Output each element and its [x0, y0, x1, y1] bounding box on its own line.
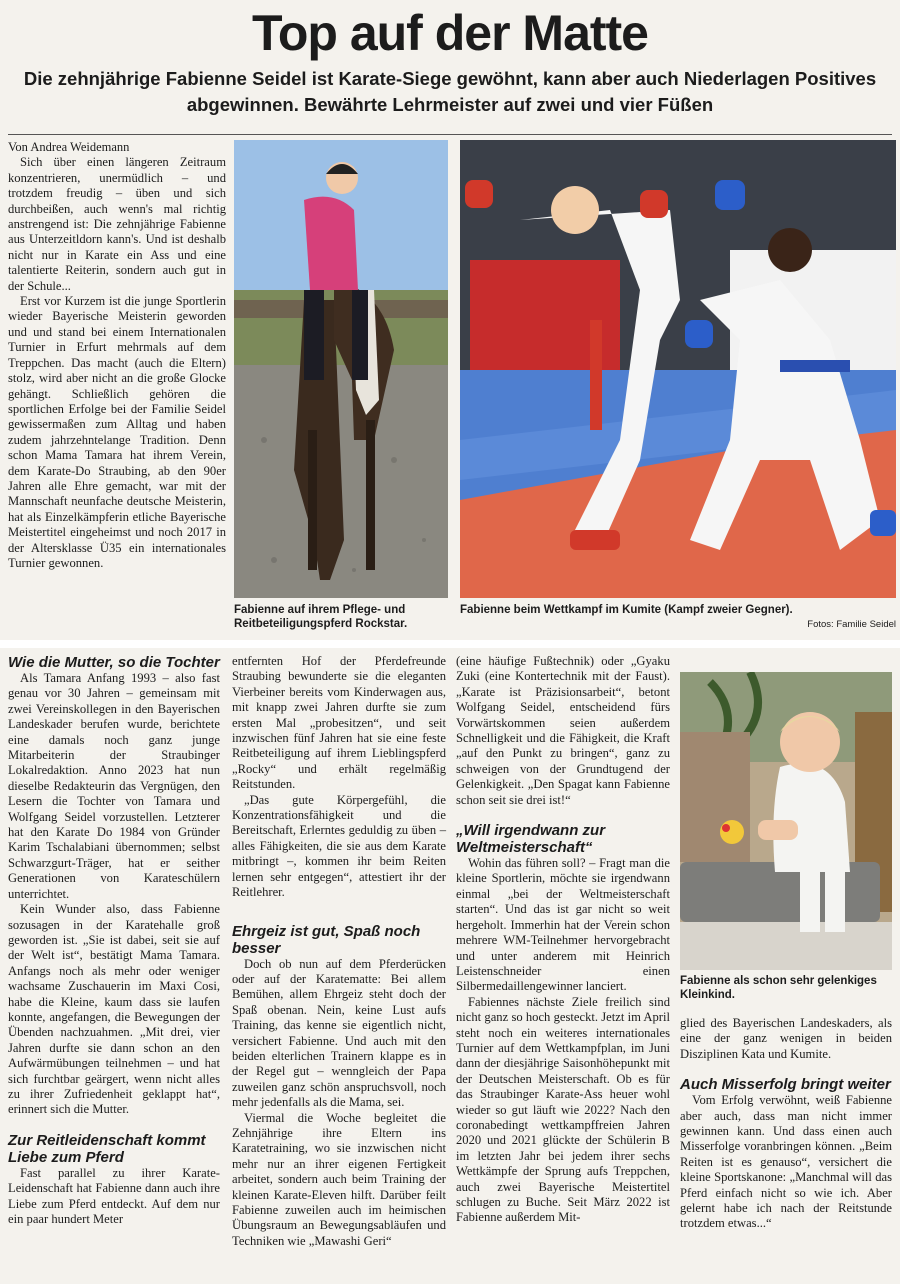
section-heading: Zur Reitleidenschaft kommt Liebe zum Pferd — [8, 1131, 206, 1166]
column-4 — [680, 1016, 892, 1232]
kumite-caption: Fabienne beim Wettkampf im Kumite (Kampf zweier Gegner). — [460, 604, 793, 616]
photo-credit: Fotos: Familie Seidel — [807, 619, 896, 630]
intro-column — [8, 140, 226, 571]
paragraph: Als Tamara Anfang 1993 – also fast genau vor 30 Jahren – gemeinsam mit zwei Vereinskollegen in den Bayerischen Landeskader berufen wurde, berichtete eine damals noch ganz junge Mitarbeiterin der Straubinger Lokalredaktion. Anno 2023 hat nun dieselbe Redakteurin das Vergnügen, den Lesern die Tochter von Tamara und Wolfgang Seidel vorzustellen. Letzterer hat den Karate Do 1984 von Gründer Karim Tschalabiani übernommen; selbst Schwarzgurt-Träger, hat er seither Generationen von Karateschülern unterrichtet. — [8, 671, 220, 901]
horse-caption: Fabienne auf ihrem Pflege- und Reitbeteiligungspferd Rockstar. — [234, 604, 408, 630]
horse-photo — [234, 140, 448, 598]
divider — [8, 134, 892, 135]
subheadline: Die zehnjährige Fabienne Seidel ist Karate-Siege gewöhnt, kann aber auch Niederlagen Positives abgewinnen. Bewährte Lehrmeister auf zwei und vier Füßen — [23, 68, 877, 115]
byline: Von Andrea Weidemann — [8, 140, 130, 154]
paragraph: Doch ob nun auf dem Pferderücken oder auf der Karatematte: Bei allem Bemühen, allem Ehrgeiz steht doch der Spaß obenan. Nein, keine Lust aufs Training, das kenne sie eigentlich nicht, versichert Fabienne. Und auch mit den beiden elterlichen Trainern klappe es in der Regel gut – wenngleich der Papa zuweilen ganz schön anspruchsvoll, noch mehr jedenfalls als die Mama, sei. — [232, 956, 446, 1110]
toddler-caption: Fabienne als schon sehr gelenkiges Kleinkind. — [680, 975, 877, 1001]
paragraph: Fast parallel zu ihrer Karate-Leidenschaft hat Fabienne dann auch ihre Liebe zum Pferd entdeckt. Auf dem nur ein paar hundert Meter — [8, 1165, 220, 1226]
column-3 — [456, 654, 670, 1226]
paragraph: Wohin das führen soll? – Fragt man die kleine Sportlerin, möchte sie irgendwann einmal „bei der Weltmeisterschaft starten“. Und das ist gar nicht so weit hergeholt. Immerhin hat der Verein schon mehrere WM-Teilnehmer hervorgebracht und unter anderem mit Heinrich Leistenschneider einen Silbermedaillengewinner lanciert. — [456, 856, 670, 994]
kumite-photo — [460, 140, 896, 598]
column-1 — [8, 654, 220, 1227]
section-heading: Ehrgeiz ist gut, Spaß noch besser — [232, 922, 421, 957]
paragraph: Vom Erfolg verwöhnt, weiß Fabienne aber auch, dass man nicht immer gewinnen kann. Und dass einen auch Misserfolge voranbringen können. „Beim Reiten ist es genauso“, versichert die kleine Sportskanone: „Manchmal will das Pferd einfach nicht so wie ich. Aber gelernt habe ich nach der Reitstunde trotzdem etwas...“ — [680, 1093, 892, 1231]
paragraph: Viermal die Woche begleitet die Zehnjährige ihre Eltern ins Karatetraining, wo sie inzwischen nicht mehr nur an ihrer eigenen Fertigkeit arbeitet, sondern auch beim Training der kleinen Karate-Eleven hilft. Darüber feilt Fabienne zuweilen auch im heimischen Übungsraum an Bewegungsabläufen und Techniken wie „Mawashi Geri“ — [232, 1110, 446, 1248]
page-gap — [0, 640, 900, 648]
paragraph: Fabiennes nächste Ziele freilich sind nicht ganz so hoch gesteckt. Jetzt im April steht noch ein weiteres internationales Turnier auf dem Wettkampfplan, im Juni dann der diesjährige Saisonhöhepunkt mit der Deutschen Meisterschaft. Ob es für das Straubinger Karate-Ass heuer wohl wieder so gut läuft wie 2022? Nach den coronabedingt wettkampffreien Jahren 2020 und 2021 glückte der Schülerin B im letzten Jahr bei jedem ihrer sechs Wettkämpfe der Sprung aufs Treppchen, auch zwei Bayerische Meistertitel schlugen zu Buche. Seit März 2022 ist Fabienne außerdem Mit- — [456, 994, 670, 1225]
paragraph: entfernten Hof der Pferdefreunde Straubing bewunderte sie die eleganten Vierbeiner bereits vom Kinderwagen aus, mit knapp zwei Jahren durfte sie zum ersten Mal „probesitzen“, und seit inzwischen fünf Jahren hat sie eine feste Reitbeteiligung auf ihrem Lieblingspferd „Rocky“ und erhält regelmäßig Reitstunden. — [232, 654, 446, 792]
section-heading: „Will irgendwann zur Weltmeisterschaft“ — [456, 822, 606, 857]
section-heading: Wie die Mutter, so die Tochter — [8, 654, 220, 671]
paragraph: „Das gute Körpergefühl, die Konzentrationsfähigkeit und die Bereitschaft, Erlerntes geduldig zu üben – alles Fähigkeiten, die sie aus dem Karate mitbringt –, kommen ihr beim Reiten lernen sehr entgegen“, attestiert ihr der Reitlehrer. — [232, 792, 446, 900]
paragraph: Kein Wunder also, dass Fabienne sozusagen in der Karatehalle groß geworden ist. „Sie ist dabei, seit sie auf der Welt ist“, bestätigt Mama Tamara. Anfangs noch als mehr oder weniger wachsame Zuschauerin im Maxi Cosi, habe die Kleine, kaum dass sie laufen konnte, angefangen, die Bewegungen der Übenden nachzuahmen. „Mit drei, vier Jahren durfte sie dann schon an den Aufwärmübungen teilnehmen – und hat sich furchtbar geärgert, wenn nicht alles zu ihrer Zufriedenheit geklappt hat“, erinnert sich die Mutter. — [8, 902, 220, 1117]
paragraph: (eine häufige Fußtechnik) oder „Gyaku Zuki (eine Kontertechnik mit der Faust). „Karate ist Präzisionsarbeit“, betont Wolfgang Seidel, entscheidend fürs Vorwärtskommen seien außerdem Schnelligkeit und die Fähigkeit, die Kraft „auf den Punkt zu bringen“, ganz zu schweigen von der Grundtugend der Gelenkigkeit. „Den Spagat kann Fabienne schon seit sie drei ist!“ — [456, 654, 670, 807]
toddler-photo — [680, 672, 892, 970]
column-2 — [232, 654, 446, 1249]
headline: Top auf der Matte — [252, 5, 648, 61]
section-heading: Auch Misserfolg bringt weiter — [680, 1076, 891, 1094]
paragraph: glied des Bayerischen Landeskaders, als eine der ganz wenigen in beiden Disziplinen Kata und Kumite. — [680, 1016, 892, 1061]
intro-paragraph: Erst vor Kurzem ist die junge Sportlerin wieder Bayerische Meisterin geworden und und stand bei einem Internationalen Turnier in Erfurt mehrmals auf dem Treppchen. Das macht (auch die Eltern) stolz, wird aber nicht an die große Glocke gehängt. Schließlich gehören die sportlichen Erfolge bei der Familie Seidel gewissermaßen zum Alltag und haben zudem jahrzehntelange Tradition. Denn schon Mama Tamara hat ihrem Verein, dem Karate-Do Straubing, ab den 90er Jahren alle Ehre gemacht, war mit der Mannschaft neunfache deutsche Meisterin, hat als Einzelkämpferin etliche Bayerische Meistertitel eingeheimst und noch 2017 in der Altersklasse Ü35 ein internationales Turnier gewonnen. — [8, 294, 226, 570]
intro-paragraph: Sich über einen längeren Zeitraum konzentrieren, unermüdlich – und trotzdem freudig – üben und sich durchbeißen, auch wenn's mal richtig anstrengend ist: Die zehnjährige Fabienne aus Unterzeitldorn kann's. Und ist deshalb nicht nur in Karate ein Ass und eine talentierte Reiterin, sondern auch gut in der Schule... — [8, 155, 226, 293]
